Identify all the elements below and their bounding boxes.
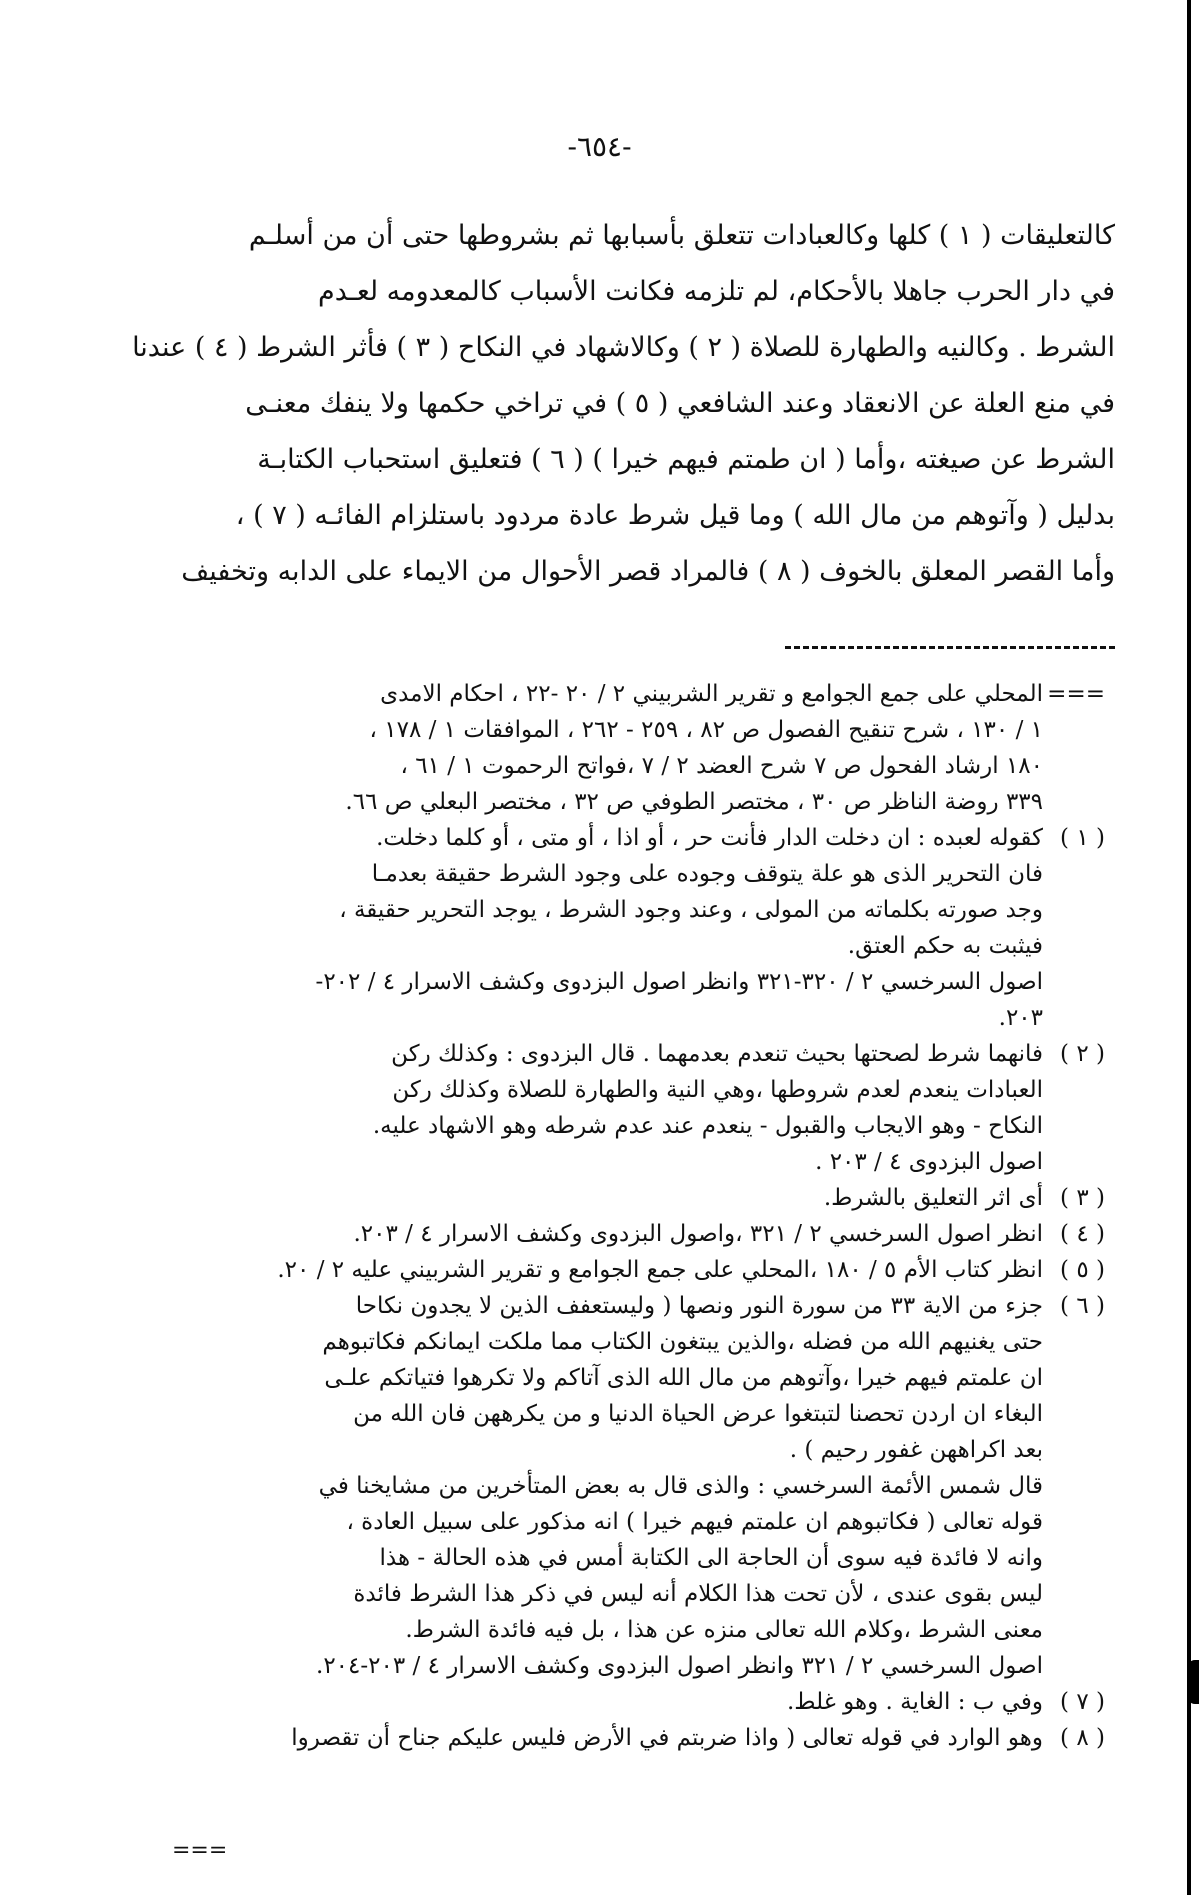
footnote-line: اصول البزدوى ٤ / ٢٠٣ . <box>815 1149 1043 1175</box>
footnote-line: فان التحرير الذى هو علة يتوقف وجوده على وجود الشرط حقيقة بعدمـا <box>371 861 1043 887</box>
footnote-marker: ( ٧ ) <box>1060 1689 1105 1715</box>
footnote-line: النكاح - وهو الايجاب والقبول - ينعدم عند عدم شرطه وهو الاشهاد عليه. <box>372 1113 1043 1139</box>
footnote-line: جزء من الاية ٣٣ من سورة النور ونصها ( وليستعفف الذين لا يجدون نكاحا <box>355 1293 1043 1319</box>
footnote-marker: ( ٢ ) <box>1060 1041 1105 1067</box>
footnote-body <box>140 1288 1043 1684</box>
footnote-line: البغاء ان اردن تحصنا لتبتغوا عرض الحياة الدنيا و من يكرههن فان الله من <box>353 1401 1043 1427</box>
footnote-line: وهو الوارد في قوله تعالى ( واذا ضربتم في الأرض فليس عليكم جناح أن تقصروا <box>291 1725 1043 1751</box>
footnote-line: وانه لا فائدة فيه سوى أن الحاجة الى الكتابة أمس في هذه الحالة - هذا <box>379 1545 1043 1571</box>
footnote-marker: ( ٥ ) <box>1060 1257 1105 1283</box>
footnote-marker: ( ٨ ) <box>1060 1725 1105 1751</box>
footnote-4 <box>140 1216 1105 1252</box>
footnote-line: المحلي على جمع الجوامع و تقرير الشربيني ٢ / ٢٠ -٢٢ ، احكام الامدى <box>380 681 1043 707</box>
footnote-body <box>140 1684 1043 1720</box>
footnote-body <box>140 1216 1043 1252</box>
footnote-line: فانهما شرط لصحتها بحيث تنعدم بعدمهما . قال البزدوى : وكذلك ركن <box>391 1041 1043 1067</box>
footnote-body <box>140 1252 1043 1288</box>
footnote-line: اصول السرخسي ٢ / ٣٢١ وانظر اصول البزدوى وكشف الاسرار ٤ / ٢٠٣-٢٠٤. <box>316 1653 1043 1679</box>
footnote-body <box>140 676 1043 820</box>
footnote-marker: ( ١ ) <box>1060 825 1105 851</box>
footnote-continuation <box>140 676 1105 820</box>
footnote-line: وجد صورته بكلماته من المولى ، وعند وجود الشرط ، يوجد التحرير حقيقة ، <box>339 897 1043 923</box>
footnote-line: ١٨٠ ارشاد الفحول ص ٧ شرح العضد ٢ / ٧ ،فواتح الرحموت ١ / ٦١ ، <box>400 753 1043 779</box>
footnote-marker: ( ٦ ) <box>1060 1293 1105 1319</box>
footnotes-section <box>140 676 1105 1756</box>
footnote-line: بعد اكراههن غفور رحيم ) . <box>789 1437 1043 1463</box>
footnote-line: العبادات ينعدم لعدم شروطها ،وهي النية والطهارة للصلاة وكذلك ركن <box>392 1077 1043 1103</box>
main-text-line: وأما القصر المعلق بالخوف ( ٨ ) فالمراد قصر الأحوال من الايماء على الدابه وتخفيف <box>181 556 1115 587</box>
footnote-8 <box>140 1720 1105 1756</box>
footnote-line: ان علمتم فيهم خيرا ،وآتوهم من مال الله الذى آتاكم ولا تكرهوا فتياتكم علـى <box>324 1365 1043 1391</box>
footnote-line: ٣٣٩ روضة الناظر ص ٣٠ ، مختصر الطوفي ص ٣٢ ، مختصر البعلي ص ٦٦. <box>345 789 1043 815</box>
footnote-line: قال شمس الأئمة السرخسي : والذى قال به بعض المتأخرين من مشايخنا في <box>318 1473 1043 1499</box>
continuation-marks: === <box>172 1838 228 1863</box>
footnote-marker: === <box>1047 681 1105 707</box>
footnote-5 <box>140 1252 1105 1288</box>
main-text-line: كالتعليقات ( ١ ) كلها وكالعبادات تتعلق بأسبابها ثم بشروطها حتى أن من أسلـم <box>248 220 1115 251</box>
footnote-line: انظر اصول السرخسي ٢ / ٣٢١ ،واصول البزدوى وكشف الاسرار ٤ / ٢٠٣. <box>353 1221 1043 1247</box>
main-text-line: في منع العلة عن الانعقاد وعند الشافعي ( ٥ ) في تراخي حكمها ولا ينفك معنـى <box>245 388 1115 419</box>
footnote-line: معنى الشرط ،وكلام الله تعالى منزه عن هذا ، بل فيه فائدة الشرط. <box>405 1617 1043 1643</box>
binding-hole-mark <box>1187 1660 1199 1704</box>
footnote-line: كقوله لعبده : ان دخلت الدار فأنت حر ، أو اذا ، أو متى ، أو كلما دخلت. <box>376 825 1043 851</box>
footnote-3 <box>140 1180 1105 1216</box>
footnote-body <box>140 1180 1043 1216</box>
footnote-7 <box>140 1684 1105 1720</box>
footnote-line: وفي ب : الغاية . وهو غلط. <box>787 1689 1043 1715</box>
page-number: -٦٥٤- <box>567 130 632 163</box>
footnote-separator <box>785 646 1115 649</box>
main-text-body <box>132 208 1115 600</box>
footnote-line: ١ / ١٣٠ ، شرح تنقيح الفصول ص ٨٢ ، ٢٥٩ - ٢٦٢ ، الموافقات ١ / ١٧٨ ، <box>369 717 1043 743</box>
footnote-2 <box>140 1036 1105 1180</box>
footnote-body <box>140 1720 1043 1756</box>
footnote-line: أى اثر التعليق بالشرط. <box>823 1185 1043 1211</box>
footnote-body <box>140 1036 1043 1180</box>
page-edge-rule <box>1187 0 1191 1895</box>
footnote-marker: ( ٣ ) <box>1060 1185 1105 1211</box>
footnote-line: ٢٠٣. <box>998 1005 1043 1031</box>
footnote-line: قوله تعالى ( فكاتبوهم ان علمتم فيهم خيرا ) انه مذكور على سبيل العادة ، <box>346 1509 1043 1535</box>
footnote-marker: ( ٤ ) <box>1060 1221 1105 1247</box>
main-text-line: الشرط عن صيغته ،وأما ( ان طمتم فيهم خيرا ) ( ٦ ) فتعليق استحباب الكتابـة <box>257 444 1115 475</box>
main-text-line: بدليل ( وآتوهم من مال الله ) وما قيل شرط عادة مردود باستلزام الفائـه ( ٧ ) ، <box>235 500 1115 531</box>
footnote-6 <box>140 1288 1105 1684</box>
footnote-line: اصول السرخسي ٢ / ٣٢٠-٣٢١ وانظر اصول البزدوى وكشف الاسرار ٤ / ٢٠٢- <box>315 969 1043 995</box>
footnote-1 <box>140 820 1105 1036</box>
footnote-line: فيثبت به حكم العتق. <box>847 933 1043 959</box>
footnote-line: حتى يغنيهم الله من فضله ،والذين يبتغون الكتاب مما ملكت ايمانكم فكاتبوهم <box>322 1329 1043 1355</box>
footnote-line: ليس بقوى عندى ، لأن تحت هذا الكلام أنه ليس في ذكر هذا الشرط فائدة <box>353 1581 1043 1607</box>
main-text-line: في دار الحرب جاهلا بالأحكام، لم تلزمه فكانت الأسباب كالمعدومه لعـدم <box>318 276 1115 307</box>
footnote-line: انظر كتاب الأم ٥ / ١٨٠ ،المحلي على جمع الجوامع و تقرير الشربيني عليه ٢ / ٢٠. <box>277 1257 1043 1283</box>
footnote-body <box>140 820 1043 1036</box>
main-text-line: الشرط . وكالنيه والطهارة للصلاة ( ٢ ) وكالاشهاد في النكاح ( ٣ ) فأثر الشرط ( ٤ ) عندنا <box>132 332 1115 363</box>
